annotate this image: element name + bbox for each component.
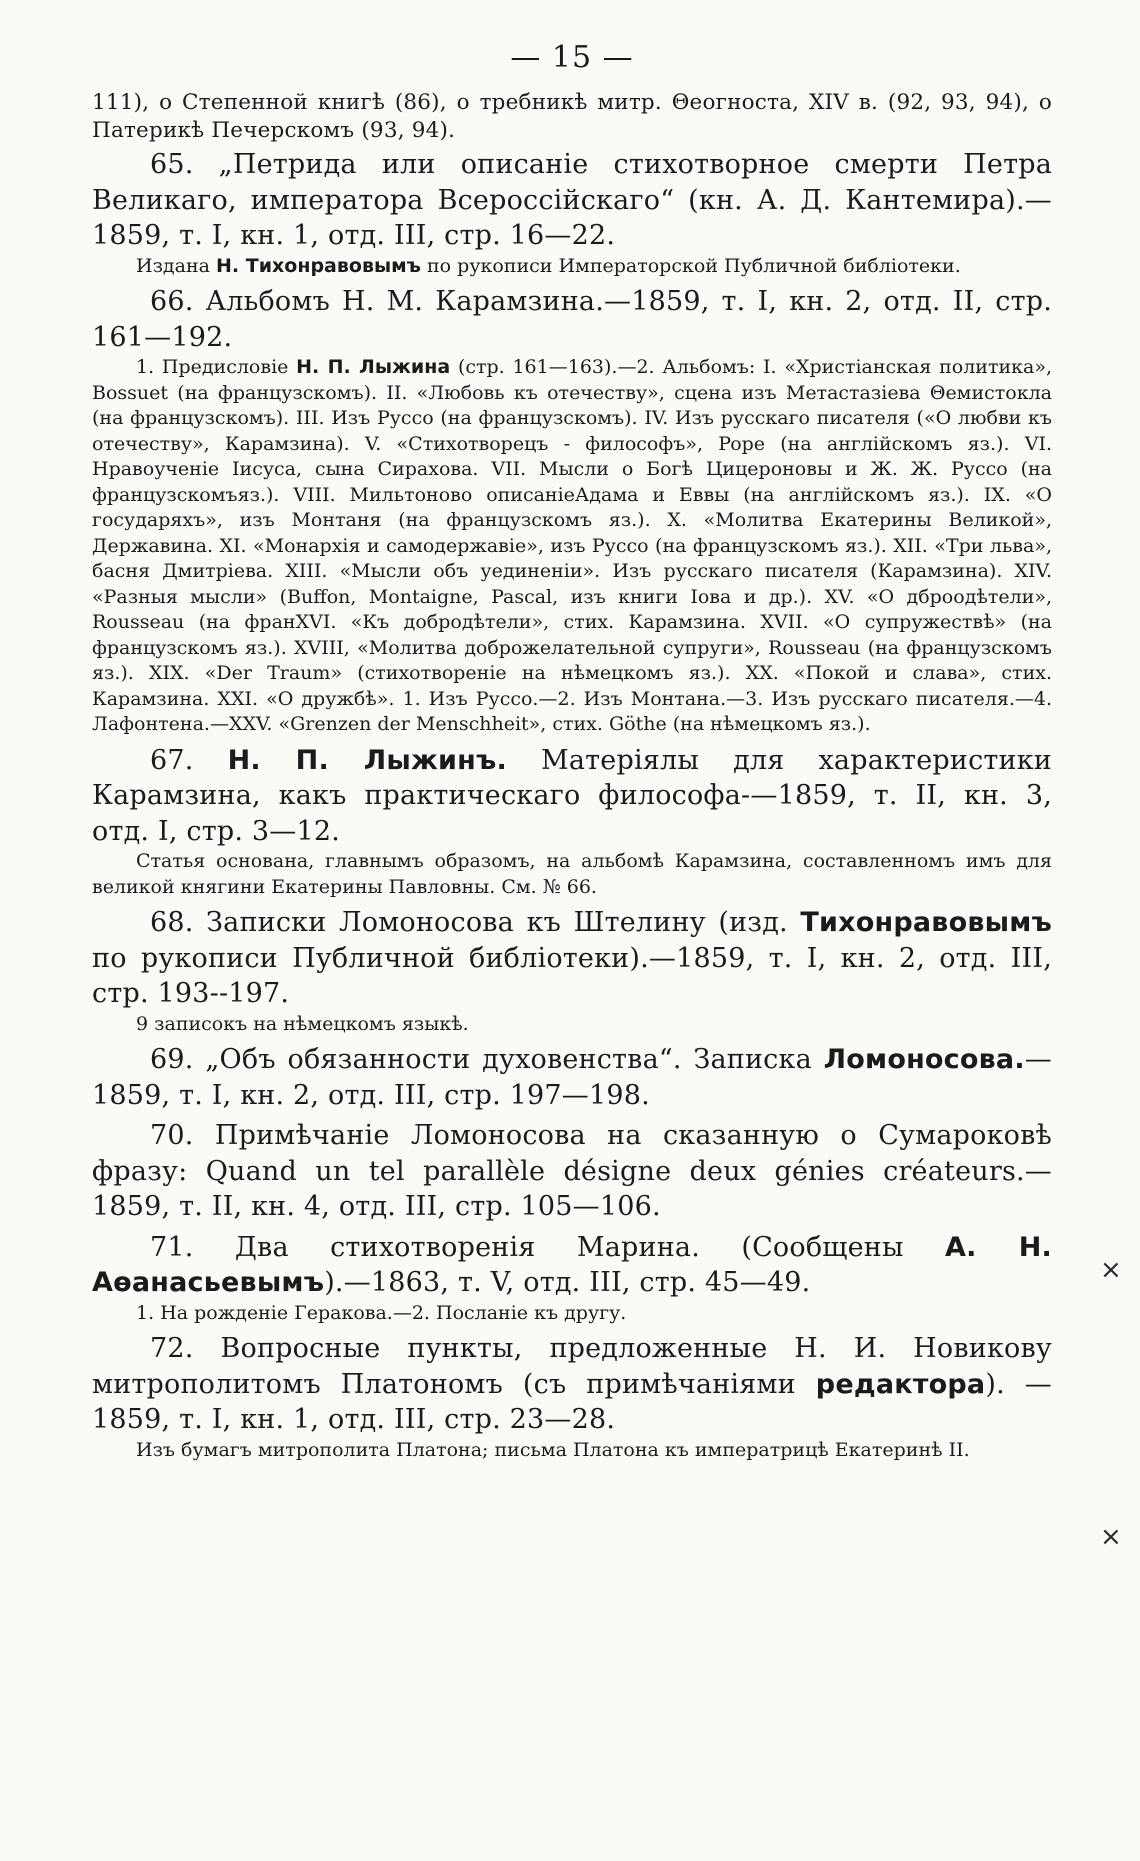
entry-text: ). —1859, т. I, кн. 1, отд. III, стр. 23—28.: [92, 1368, 1052, 1435]
entry-number: 67.: [150, 744, 228, 776]
entry-text: 71. Два стихотворенія Марина. (Сообщены: [150, 1231, 946, 1263]
author-name: Н. П. Лыжина: [296, 356, 451, 378]
author-name: А. Н. Аѳанасьевымъ: [92, 1231, 1052, 1298]
entry-text: — 1859, т. I, кн. 2, отд. III, стр. 197—198.: [92, 1044, 1052, 1111]
entry-67: [92, 743, 1052, 850]
author-name: Ломоносова.: [823, 1044, 1025, 1075]
entry-70: 70. Примѣчаніе Ломоносова на сказанную о Сумароковѣ фразу: Quand un tel parallèle désigne deux génies créateurs.— 1859, т. II, кн. 4, отд. III, стр. 105—106.: [92, 1120, 1052, 1222]
entry-text: 68. Записки Ломоносова къ Штелину (изд.: [150, 907, 801, 938]
editor-word: редактора: [815, 1368, 986, 1400]
entry-text: по рукописи Публичной библіотеки).—1859, т. I, кн. 2, отд. III, стр. 193--197.: [92, 942, 1052, 1009]
note-text: 1. Предисловіе: [136, 356, 297, 378]
entry-text: ).—1863, т. V, отд. III, стр. 45—49.: [324, 1267, 811, 1298]
author-name: Н. Тихонравовымъ: [216, 254, 421, 277]
entry-66-note: [92, 355, 1052, 738]
entry-68-note: 9 записокъ на нѣмецкомъ языкѣ.: [136, 1012, 469, 1035]
note-text: Издана: [136, 254, 216, 277]
entry-65-note: [92, 254, 1052, 280]
entry-66: 66. Альбомъ Н. М. Карамзина.—1859, т. I, кн. 2, отд. II, стр. 161—192.: [92, 286, 1052, 353]
page-number: — 15 —: [510, 40, 634, 75]
entry-67-note: Статья основана, главнымъ образомъ, на альбомѣ Карамзина, составленномъ имъ для великой княгини Екатерины Павловны. См. № 66.: [92, 850, 1052, 898]
entry-72: [92, 1331, 1052, 1438]
entry-72-note: Изъ бумагъ митрополита Платона; письма Платона къ императрицѣ Екатеринѣ II.: [136, 1438, 970, 1461]
note-text: по рукописи Императорской Публичной библіотеки.: [420, 254, 961, 277]
entry-71-note: 1. На рожденіе Геракова.—2. Посланіе къ другу.: [136, 1301, 627, 1324]
continuation-paragraph: 111), о Степенной книгѣ (86), о требникѣ митр. Θеогноста, XIV в. (92, 93, 94), о Патерикѣ Печерскомъ (93, 94).: [92, 90, 1052, 143]
entry-71: [92, 1230, 1052, 1301]
margin-mark-72: ×: [1100, 1522, 1122, 1552]
entry-65: 65. „Петрида или описаніе стихотворное смерти Петра Великаго, императора Всероссійскаго“ (кн. А. Д. Кантемира).— 1859, т. I, кн. 1, отд. III, стр. 16—22.: [92, 149, 1052, 251]
entry-text: 69. „Объ обязанности духовенства“. Записка: [150, 1044, 824, 1075]
entry-text: Матеріялы для характеристики Карамзина, какъ практическаго философа-—1859, т. II, кн. 3, отд. I, стр. 3—12.: [92, 744, 1053, 847]
author-name: Тихонравовымъ: [800, 907, 1052, 938]
margin-mark-69: ×: [1100, 1255, 1122, 1285]
entry-68: [92, 905, 1052, 1012]
author-name: Н. П. Лыжинъ.: [227, 744, 507, 776]
note-text: (стр. 161—163).—2. Альбомъ: I. «Христіанская политика», Bossuet (на французскомъ). II. «Любовь къ отечеству», сцена изъ Метастазіева Θемистокла (на французскомъ). III. Изъ Руссо (на французскомъ). IV. Изъ русскаго писателя («О любви къ отечеству», Карамзина). V. «Стихотворецъ - философъ», Pope (на англійскомъ яз.). VI. Нравоученіе Іисуса, сына Сирахова. VII. Мысли о Богѣ Цицероновы и Ж. Ж. Руссо (на французскомъяз.). VIII. Мильтоново описаніеАдама и Еввы (на англійскомъ яз.). IX. «О государяхъ», изъ Монтаня (на французскомъ яз.). X. «Молитва Екатерины Великой», Державина. XI. «Монархія и самодержавіе», изъ Руссо (на французскомъ яз.). XII. «Три льва», басня Дмитріева. XIII. «Мысли объ уединеніи». Изъ русскаго писателя (Карамзина). XIV. «Разныя мысли» (Buffon, Montaigne, Pascal, изъ книги Іова и др.). XV. «О дброодѣтели», Rousseau (на франXVI. «Къ добродѣтели», стих. Карамзина. XVII. «О супружествѣ» (на французскомъ яз.). XVIII, «Молитва доброжелательной супруги», Rousseau (на французскомъ яз.). XIX. «Der Traum» (стихотвореніе на нѣмецкомъ яз.). XX. «Покой и слава», стих. Карамзина. XXI. «О дружбѣ». 1. Изъ Руссо.—2. Изъ Монтана.—3. Изъ русскаго писателя.—4. Лафонтена.—XXV. «Grenzen der Menschheit», стих. Göthe (на нѣмецкомъ яз.).: [92, 356, 1052, 735]
document-page: [92, 40, 1052, 1463]
entry-text: 72. Вопросные пункты, предложенные Н. И. Новикову митрополитомъ Платономъ (съ примѣчаніями: [92, 1333, 1052, 1400]
entry-69: [92, 1042, 1052, 1113]
